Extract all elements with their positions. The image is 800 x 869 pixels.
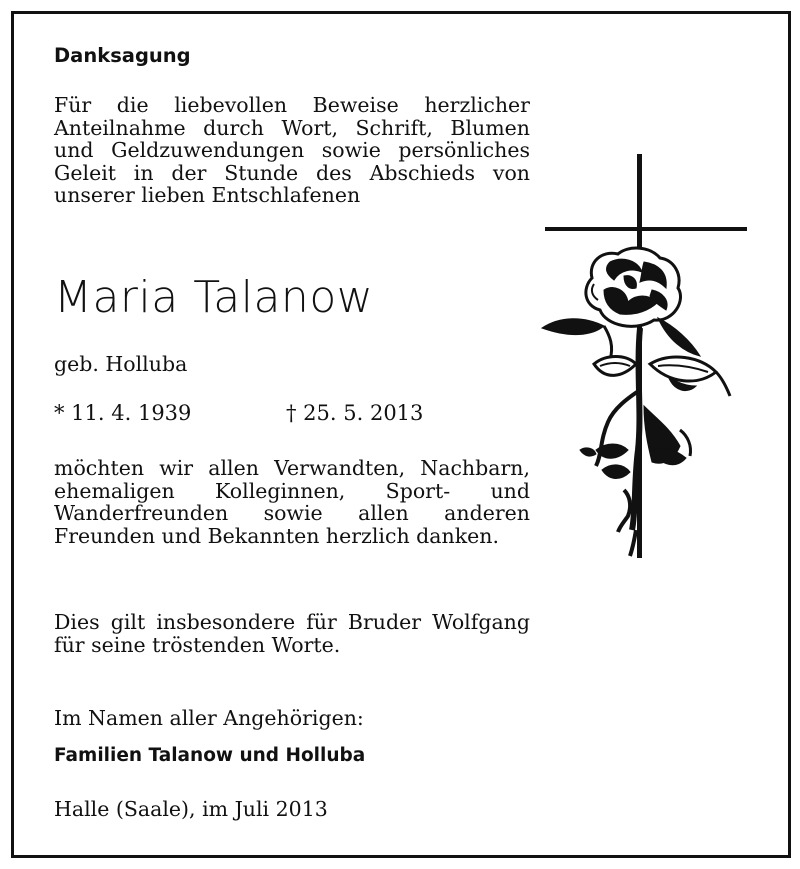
maiden-name: geb. Holluba (54, 352, 188, 376)
families-signature: Familien Talanow und Holluba (54, 745, 366, 766)
thanks-paragraph: möchten wir allen Verwandten, Nachbarn, ehemaligen Kolleginnen, Sport- und Wanderfreunden sowie allen anderen Freunden und Bekannten herzlich danken. (54, 456, 530, 548)
special-thanks-paragraph: Dies gilt insbesondere für Bruder Wolfgang für seine tröstenden Worte. (54, 610, 530, 657)
place-and-date: Halle (Saale), im Juli 2013 (54, 797, 328, 821)
rose-bloom-icon (586, 248, 681, 326)
cross-with-rose-icon (540, 150, 750, 560)
cross-horizontal-beam (545, 227, 747, 231)
intro-paragraph: Für die liebevollen Beweise herzlicher Anteilnahme durch Wort, Schrift, Blumen und Geldzuwendungen sowie persönliches Geleit in der Stunde des Abschieds von unserer lieben Entschlafenen (54, 93, 530, 207)
on-behalf-line: Im Namen aller Angehörigen: (54, 706, 364, 730)
birth-date: * 11. 4. 1939 (54, 401, 192, 425)
deceased-name: Maria Talanow (54, 272, 374, 323)
death-date: † 25. 5. 2013 (286, 401, 424, 425)
notice-heading: Danksagung (54, 44, 191, 67)
